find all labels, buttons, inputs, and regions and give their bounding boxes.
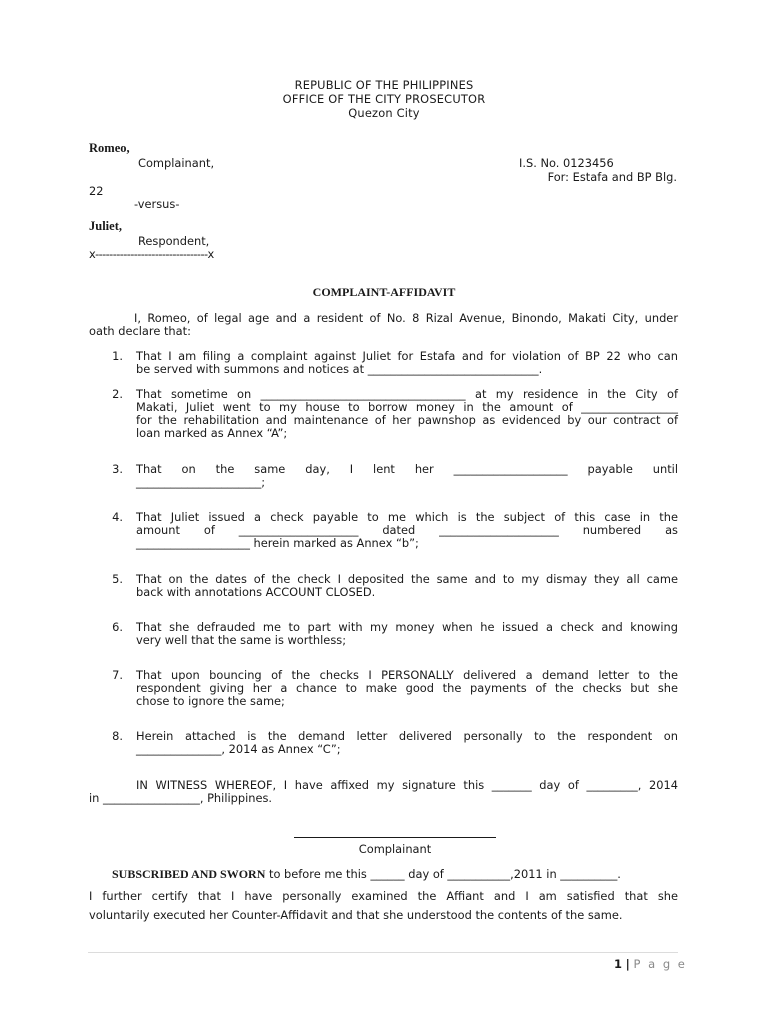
item-number: 2.: [112, 387, 123, 401]
item-line: That sometime on ____________________________________ at my residence in the City of: [136, 387, 678, 401]
jurat-rest: to before me this ______ day of ___________,2011 in __________.: [265, 867, 621, 881]
item-line: That on the same day, I lent her ____________________ payable until: [136, 462, 678, 476]
item-line: That she defrauded me to part with my money when he issued a check and knowing: [136, 620, 678, 634]
item-line: loan marked as Annex “A”;: [136, 426, 288, 440]
header-office: OFFICE OF THE CITY PROSECUTOR: [282, 92, 486, 106]
signature-label: Complainant: [358, 842, 432, 856]
item-line: Herein attached is the demand letter delivered personally to the respondent on: [136, 729, 678, 743]
complainant-name: Romeo,: [89, 141, 130, 155]
signature-line: [294, 837, 496, 838]
item-line: _______________, 2014 as Annex “C”;: [136, 742, 341, 756]
document-title: COMPLAINT-AFFIDAVIT: [312, 285, 456, 299]
footer-rule: [88, 952, 678, 953]
item-line: ______________________;: [136, 475, 266, 489]
complainant-role: Complainant,: [138, 156, 215, 170]
item-line: That on the dates of the check I deposited the same and to my dismay they all came: [136, 572, 678, 586]
jurat-line-1: [112, 867, 621, 882]
item-line: respondent giving her a chance to make good the payments of the checks but she: [136, 681, 678, 695]
intro-line-1: I, Romeo, of legal age and a resident of No. 8 Rizal Avenue, Binondo, Makati City, under: [134, 311, 678, 325]
item-line: ____________________ herein marked as Annex “b”;: [136, 536, 419, 550]
page-word: P a g e: [633, 957, 687, 971]
page-number: 1: [614, 957, 623, 971]
header-city: Quezon City: [348, 106, 420, 120]
jurat-line-2: I further certify that I have personally examined the Affiant and I am satisfied that she: [89, 889, 678, 903]
item-number: 1.: [112, 349, 123, 363]
page-separator: |: [625, 957, 630, 971]
page-footer: [614, 957, 687, 971]
case-charge: For: Estafa and BP Blg.: [547, 170, 677, 184]
item-number: 8.: [112, 729, 123, 743]
item-line: Makati, Juliet went to my house to borrow money in the amount of _________________: [136, 400, 678, 414]
respondent-role: Respondent,: [138, 234, 210, 248]
case-number: I.S. No. 0123456: [519, 156, 614, 170]
item-line: amount of _____________________ dated _____________________ numbered as: [136, 523, 678, 537]
witness-line-1: IN WITNESS WHEREOF, I have affixed my signature this _______ day of _________, 2014: [136, 778, 678, 792]
item-line: That upon bouncing of the checks I PERSONALLY delivered a demand letter to the: [136, 668, 678, 682]
header-republic: REPUBLIC OF THE PHILIPPINES: [294, 78, 474, 92]
item-line: for the rehabilitation and maintenance of her pawnshop as evidenced by our contract of: [136, 413, 678, 427]
item-line: back with annotations ACCOUNT CLOSED.: [136, 585, 376, 599]
respondent-name: Juliet,: [89, 219, 122, 233]
jurat-line-3: voluntarily executed her Counter-Affidavit and that she understood the contents of the same.: [89, 908, 623, 922]
item-number: 7.: [112, 668, 123, 682]
witness-line-2: in _________________, Philippines.: [89, 791, 273, 805]
jurat-bold: SUBSCRIBED AND SWORN: [112, 867, 266, 881]
case-charge-cont: 22: [89, 184, 104, 198]
item-number: 4.: [112, 510, 123, 524]
versus-label: -versus-: [134, 197, 180, 211]
item-number: 3.: [112, 462, 123, 476]
item-number: 5.: [112, 572, 123, 586]
item-line: That Juliet issued a check payable to me which is the subject of this case in the: [136, 510, 678, 524]
intro-line-2: oath declare that:: [89, 324, 191, 338]
item-line: very well that the same is worthless;: [136, 633, 347, 647]
item-line: be served with summons and notices at ______________________________.: [136, 362, 543, 376]
caption-x-line: x--------------------------------x: [89, 247, 214, 261]
item-line: chose to ignore the same;: [136, 694, 285, 708]
item-number: 6.: [112, 620, 123, 634]
item-line: That I am filing a complaint against Juliet for Estafa and for violation of BP 22 who can: [136, 349, 678, 363]
